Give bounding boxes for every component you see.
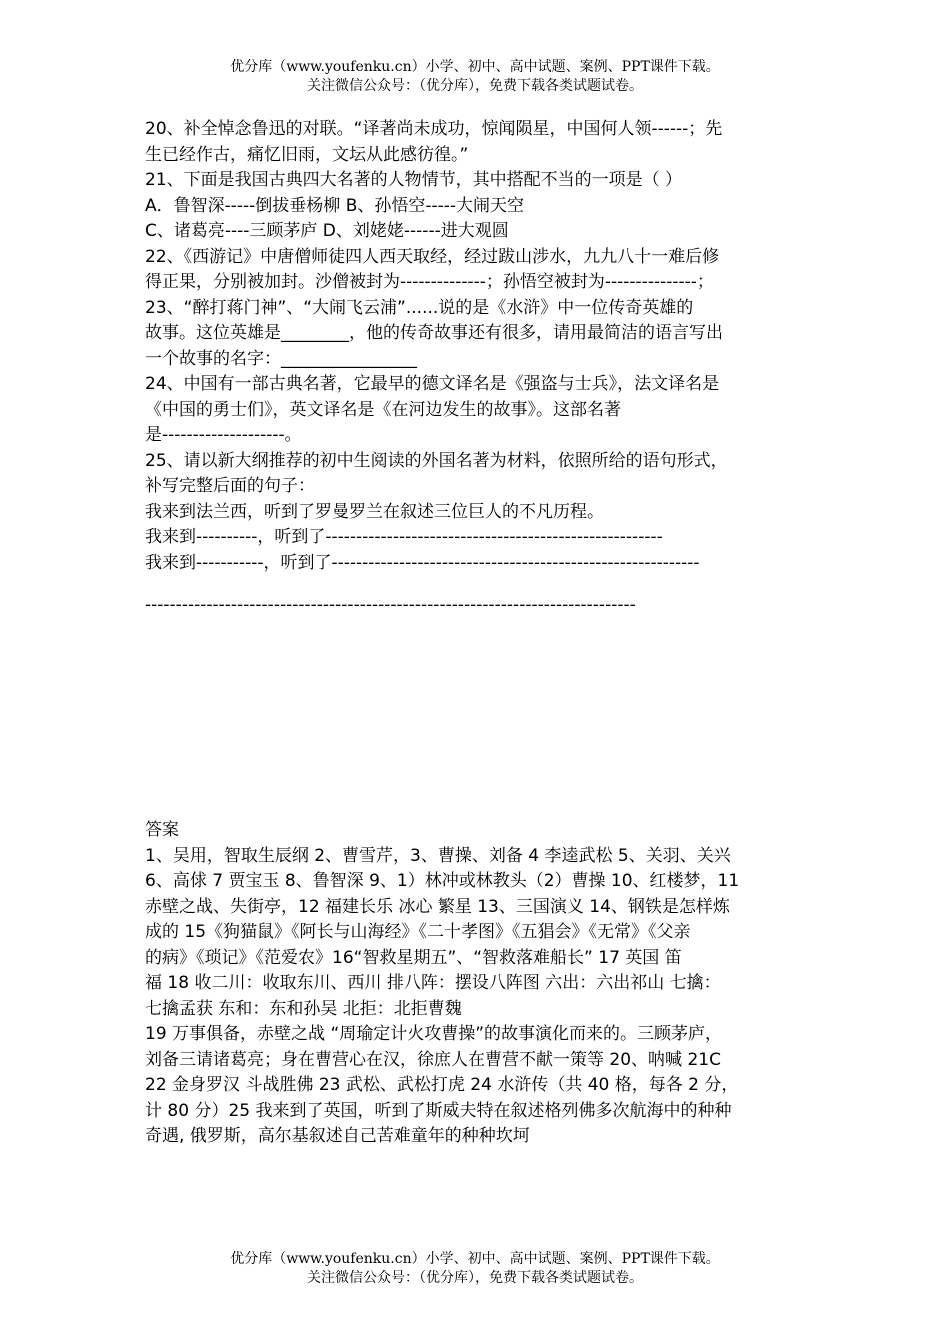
answer-line: 七擒孟获 东和：东和孙吴 北拒：北拒曹魏 — [145, 998, 462, 1019]
header-line-2: 关注微信公众号：（优分库），免费下载各类试题试卷。 — [307, 78, 643, 94]
question-line: 20、补全悼念鲁迅的对联。“译著尚未成功，惊闻陨星，中国何人领------；先 — [145, 119, 723, 139]
question-line: 生已经作古，痛忆旧雨，文坛从此感彷徨。” — [145, 144, 469, 165]
question-line: A．鲁智深-----倒拔垂杨柳 B、孙悟空-----大闹天空 — [145, 195, 525, 216]
question-line: 我来到法兰西，听到了罗曼罗兰在叙述三位巨人的不凡历程。 — [145, 501, 604, 522]
answer-line: 赤壁之战、失街亭，12 福建长乐 冰心 繁星 13、三国演义 14、钢铁是怎样炼 — [145, 896, 730, 917]
answers-section — [145, 818, 815, 1150]
question-line: -------------------------------------------------------------------------------- — [145, 595, 636, 615]
question-line: 23、“醉打蒋门神”、“大闹飞云浦”......说的是《水浒》中一位传奇英雄的 — [145, 297, 694, 318]
question-line: 21、下面是我国古典四大名著的人物情节，其中搭配不当的一项是（ ） — [145, 170, 683, 190]
answer-line: 1、吴用，智取生辰纲 2、曹雪芹，3、曹操、刘备 4 李逵武松 5、关羽、关兴 — [145, 845, 731, 866]
question-line: 我来到----------，听到了------------------------------------------------------- — [145, 527, 663, 547]
footer-line-2: 关注微信公众号：（优分库），免费下载各类试题试卷。 — [307, 1270, 643, 1286]
answer-line: 奇遇, 俄罗斯，高尔基叙述自己苦难童年的种种坎坷 — [145, 1126, 530, 1146]
question-line: 22、《西游记》中唐僧师徒四人西天取经，经过跋山涉水，九九八十一难后修 — [145, 246, 720, 267]
page-header — [0, 58, 950, 96]
questions-section — [145, 117, 815, 619]
header-line-1: 优分库（www.youfenku.cn）小学、初中、高中试题、案例、PPT课件下载。 — [230, 59, 720, 75]
question-line: 24、中国有一部古典名著，它最早的德文译名是《强盗与士兵》，法文译名是 — [145, 374, 720, 394]
answer-line: 19 万事俱备，赤壁之战 “周瑜定计火攻曹操”的故事演化而来的。三顾茅庐， — [145, 1024, 723, 1044]
answer-line: 福 18 收二川：收取东川、西川 排八阵：摆设八阵图 六出：六出祁山 七擒： — [145, 973, 721, 993]
answer-line: 刘备三请诸葛亮；身在曹营心在汉，徐庶人在曹营不献一策等 20、呐喊 21C — [145, 1049, 721, 1070]
question-line: C、诸葛亮----三顾茅庐 D、刘姥姥------进大观圆 — [145, 221, 509, 241]
question-line: 得正果，分别被加封。沙僧被封为--------------；孙悟空被封为---------------； — [145, 272, 714, 292]
answer-line: 6、高俅 7 贾宝玉 8、鲁智深 9、1）林冲或林教头（2）曹操 10、红楼梦，11 — [145, 871, 740, 891]
answer-line: 的病》《琐记》《范爱农》16“智救星期五”、“智救落难船长” 17 英国 笛 — [145, 947, 682, 968]
answer-line: 计 80 分）25 我来到了英国，听到了斯威夫特在叙述格列佛多次航海中的种种 — [145, 1100, 732, 1121]
question-line: 故事。这位英雄是________，他的传奇故事还有很多，请用最简洁的语言写出 — [145, 323, 723, 343]
page-footer — [0, 1250, 950, 1288]
footer-line-1: 优分库（www.youfenku.cn）小学、初中、高中试题、案例、PPT课件下载。 — [230, 1251, 720, 1267]
answers-title: 答案 — [145, 820, 179, 840]
question-line: 补写完整后面的句子： — [145, 476, 315, 496]
answer-line: 22 金身罗汉 斗战胜佛 23 武松、武松打虎 24 水浒传（共 40 格，每各 2 分， — [145, 1075, 739, 1095]
question-line: 一个故事的名字：________________ — [145, 348, 417, 369]
question-line: 25、请以新大纲推荐的初中生阅读的外国名著为材料，依照所给的语句形式， — [145, 450, 728, 471]
question-line: 我来到-----------，听到了------------------------------------------------------------ — [145, 552, 700, 573]
answer-line: 成的 15《狗猫鼠》《阿长与山海经》《二十孝图》《五猖会》《无常》《父亲 — [145, 922, 691, 942]
question-line: 是--------------------。 — [145, 425, 302, 445]
question-line: 《中国的勇士们》，英文译名是《在河边发生的故事》。这部名著 — [145, 399, 621, 420]
